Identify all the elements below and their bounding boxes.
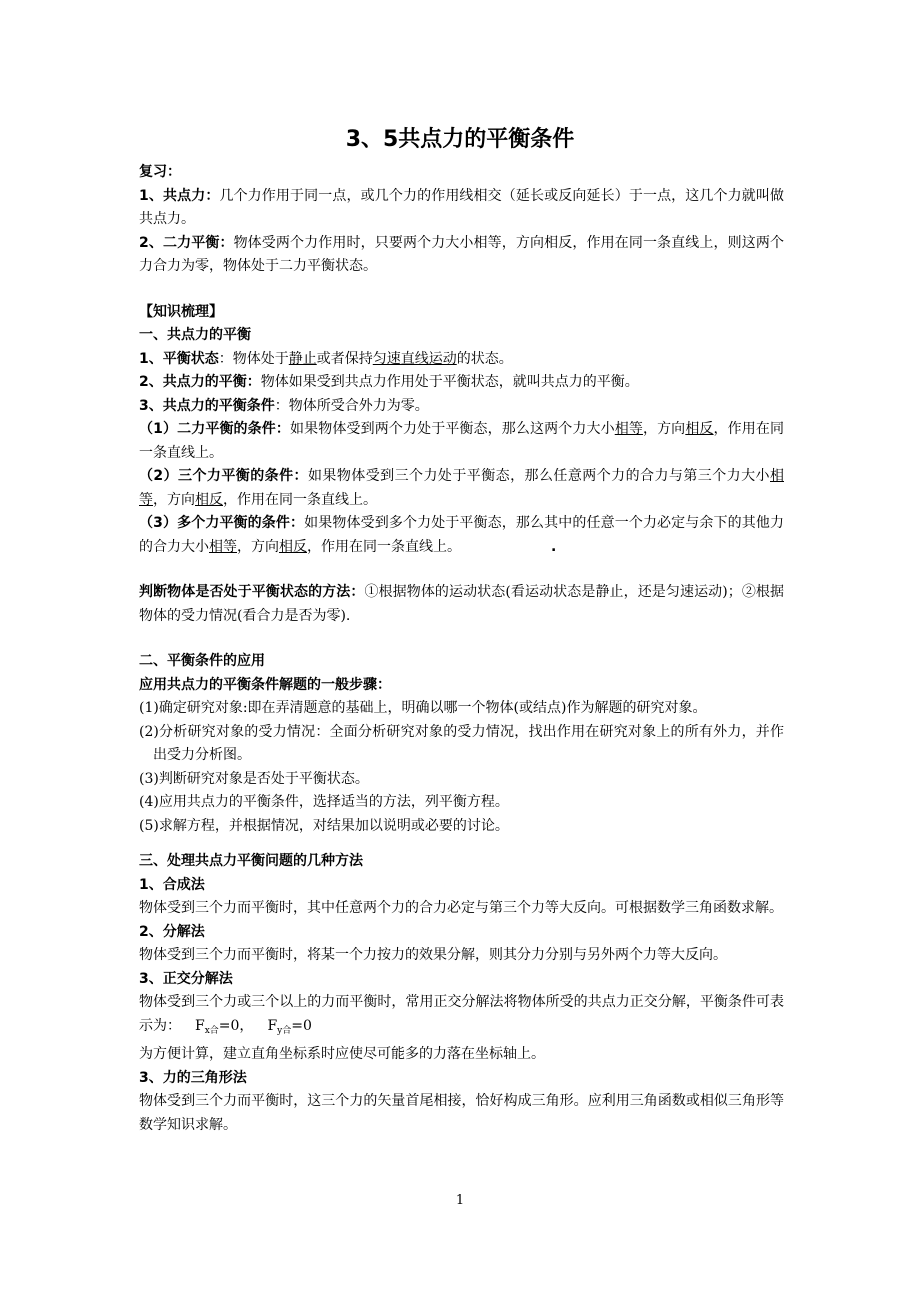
symbol: F [267,1017,278,1034]
term-label: （1）二力平衡的条件： [139,421,291,437]
formula-fx [195,1018,253,1034]
text: ，方向 [237,538,279,555]
text: 物体受到三个力或三个以上的力而平衡时，常用正交分解法将物体所受的共点力正交分解，平衡条件可表示为： [139,994,784,1034]
stray-dot: . [551,538,557,555]
text: ：物体所受合外力为零。 [274,397,429,414]
equation: =0 [291,1017,312,1034]
section-1-heading: 一、共点力的平衡 [139,327,251,343]
underlined-answer: 静止 [288,350,317,367]
step-item: (5)求解方程，并根据情况，对结果加以说明或必要的讨论。 [139,817,509,834]
text: 的状态。 [456,350,513,367]
underlined-answer: 相反 [195,491,223,508]
term-label: 1、平衡状态 [139,350,219,367]
step-item: (4)应用共点力的平衡条件，选择适当的方法，列平衡方程。 [139,794,509,810]
page-number: 1 [455,1193,465,1208]
term-label: （2）三个力平衡的条件： [139,468,308,484]
review-item-1 [139,185,784,232]
text: ，方向 [642,421,686,437]
term-text: 物体受两个力作用时，只要两个力大小相等，方向相反，作用在同一条直线上，则这两个力合力为零，物体处于二力平衡状态。 [139,234,784,274]
underlined-answer: 相反 [279,538,307,555]
method-text: 物体受到三个力而平衡时，这三个力的矢量首尾相接，恰好构成三角形。应利用三角函数或相似三角形等数学知识求解。 [139,1093,784,1133]
term-label: （3）多个力平衡的条件： [139,515,305,531]
term-label: 1、共点力： [139,187,220,204]
method-text: 物体受到三个力而平衡时，将某一个力按力的效果分解，则其分力分别与另外两个力等大反向。 [139,947,727,963]
text: ①根据物体的运动状态(看运动状态是静止，还是匀速运动)；②根据物体的受力情况(看合力是否为零). [139,584,784,624]
subscript: y合 [277,1025,292,1036]
knowledge-heading: 【知识梳理】 [139,303,223,320]
underlined-answer: 相等 [614,421,643,437]
method-title: 2、分解法 [139,923,205,940]
formula-fy [267,1018,311,1034]
underlined-answer: 相等 [209,538,237,555]
term-label: 2、共点力的平衡： [139,374,261,390]
equilibrium-state [139,348,784,372]
text: ，作用在同一条直线上。 [223,491,377,508]
concurrent-force-equilibrium [139,371,784,395]
review-item-2 [139,232,784,279]
method-note: 为方便计算，建立直角坐标系时应使尽可能多的力落在坐标轴上。 [139,1046,545,1062]
term-label: 3、共点力的平衡条件 [139,397,275,414]
text: 如果物体受到两个力处于平衡态，那么这两个力大小 [290,421,615,437]
method-title: 1、合成法 [139,876,205,893]
condition-multiple-forces [139,512,784,559]
document-body [139,161,784,1137]
symbol: F [195,1017,205,1034]
text: ，作用在同一条直线上。 [307,538,461,555]
page-title: 3、5共点力的平衡条件 [345,127,575,152]
text: 如果物体受到多个力处于平衡态，那么其中的任意一个力必定与余下的其他力的合力大小 [139,515,784,555]
text: ：物体处于 [218,350,289,367]
step-item: (2)分析研究对象的受力情况：全面分析研究对象的受力情况，找出作用在研究对象上的所有外力，并作出受力分析图。 [139,723,784,763]
underlined-answer: 匀速直线运动 [372,350,457,367]
judge-method [139,581,784,628]
review-heading: 复习： [139,164,181,180]
method-title: 3、正交分解法 [139,970,233,987]
term-text: 几个力作用于同一点，或几个力的作用线相交（延长或反向延长）于一点，这几个力就叫做共点力。 [139,187,785,227]
step-item: (3)判断研究对象是否处于平衡状态。 [139,770,369,787]
text: 或者保持 [316,350,373,367]
term-label: 2、二力平衡： [139,234,234,251]
step-item: (1)确定研究对象:即在弄清题意的基础上，明确以哪一个物体(或结点)作为解题的研究对象。 [139,700,707,716]
text: 如果物体受到三个力处于平衡态，那么任意两个力的合力与第三个力大小 [308,468,770,484]
section-2-heading: 二、平衡条件的应用 [139,653,265,669]
condition-three-forces [139,465,784,512]
underlined-answer: 相等 [139,468,784,508]
text: ，作用在同一条直线上。 [139,421,785,461]
method-text: 物体受到三个力而平衡时，其中任意两个力的合力必定与第三个力等大反向。可根据数学三角函数求解。 [139,900,783,916]
equilibrium-condition [139,395,784,419]
equation: =0， [218,1017,254,1034]
text: ，方向 [153,491,195,508]
condition-two-forces [139,418,784,465]
subscript: x合 [204,1025,219,1036]
method-text [139,991,784,1043]
text: 物体如果受到共点力作用处于平衡状态，就叫共点力的平衡。 [260,374,639,390]
section-3-heading: 三、处理共点力平衡问题的几种方法 [139,853,363,869]
steps-heading: 应用共点力的平衡条件解题的一般步骤： [139,676,391,693]
underlined-answer: 相反 [685,421,714,437]
term-label: 判断物体是否处于平衡状态的方法： [139,584,365,600]
method-title: 3、力的三角形法 [139,1069,247,1086]
